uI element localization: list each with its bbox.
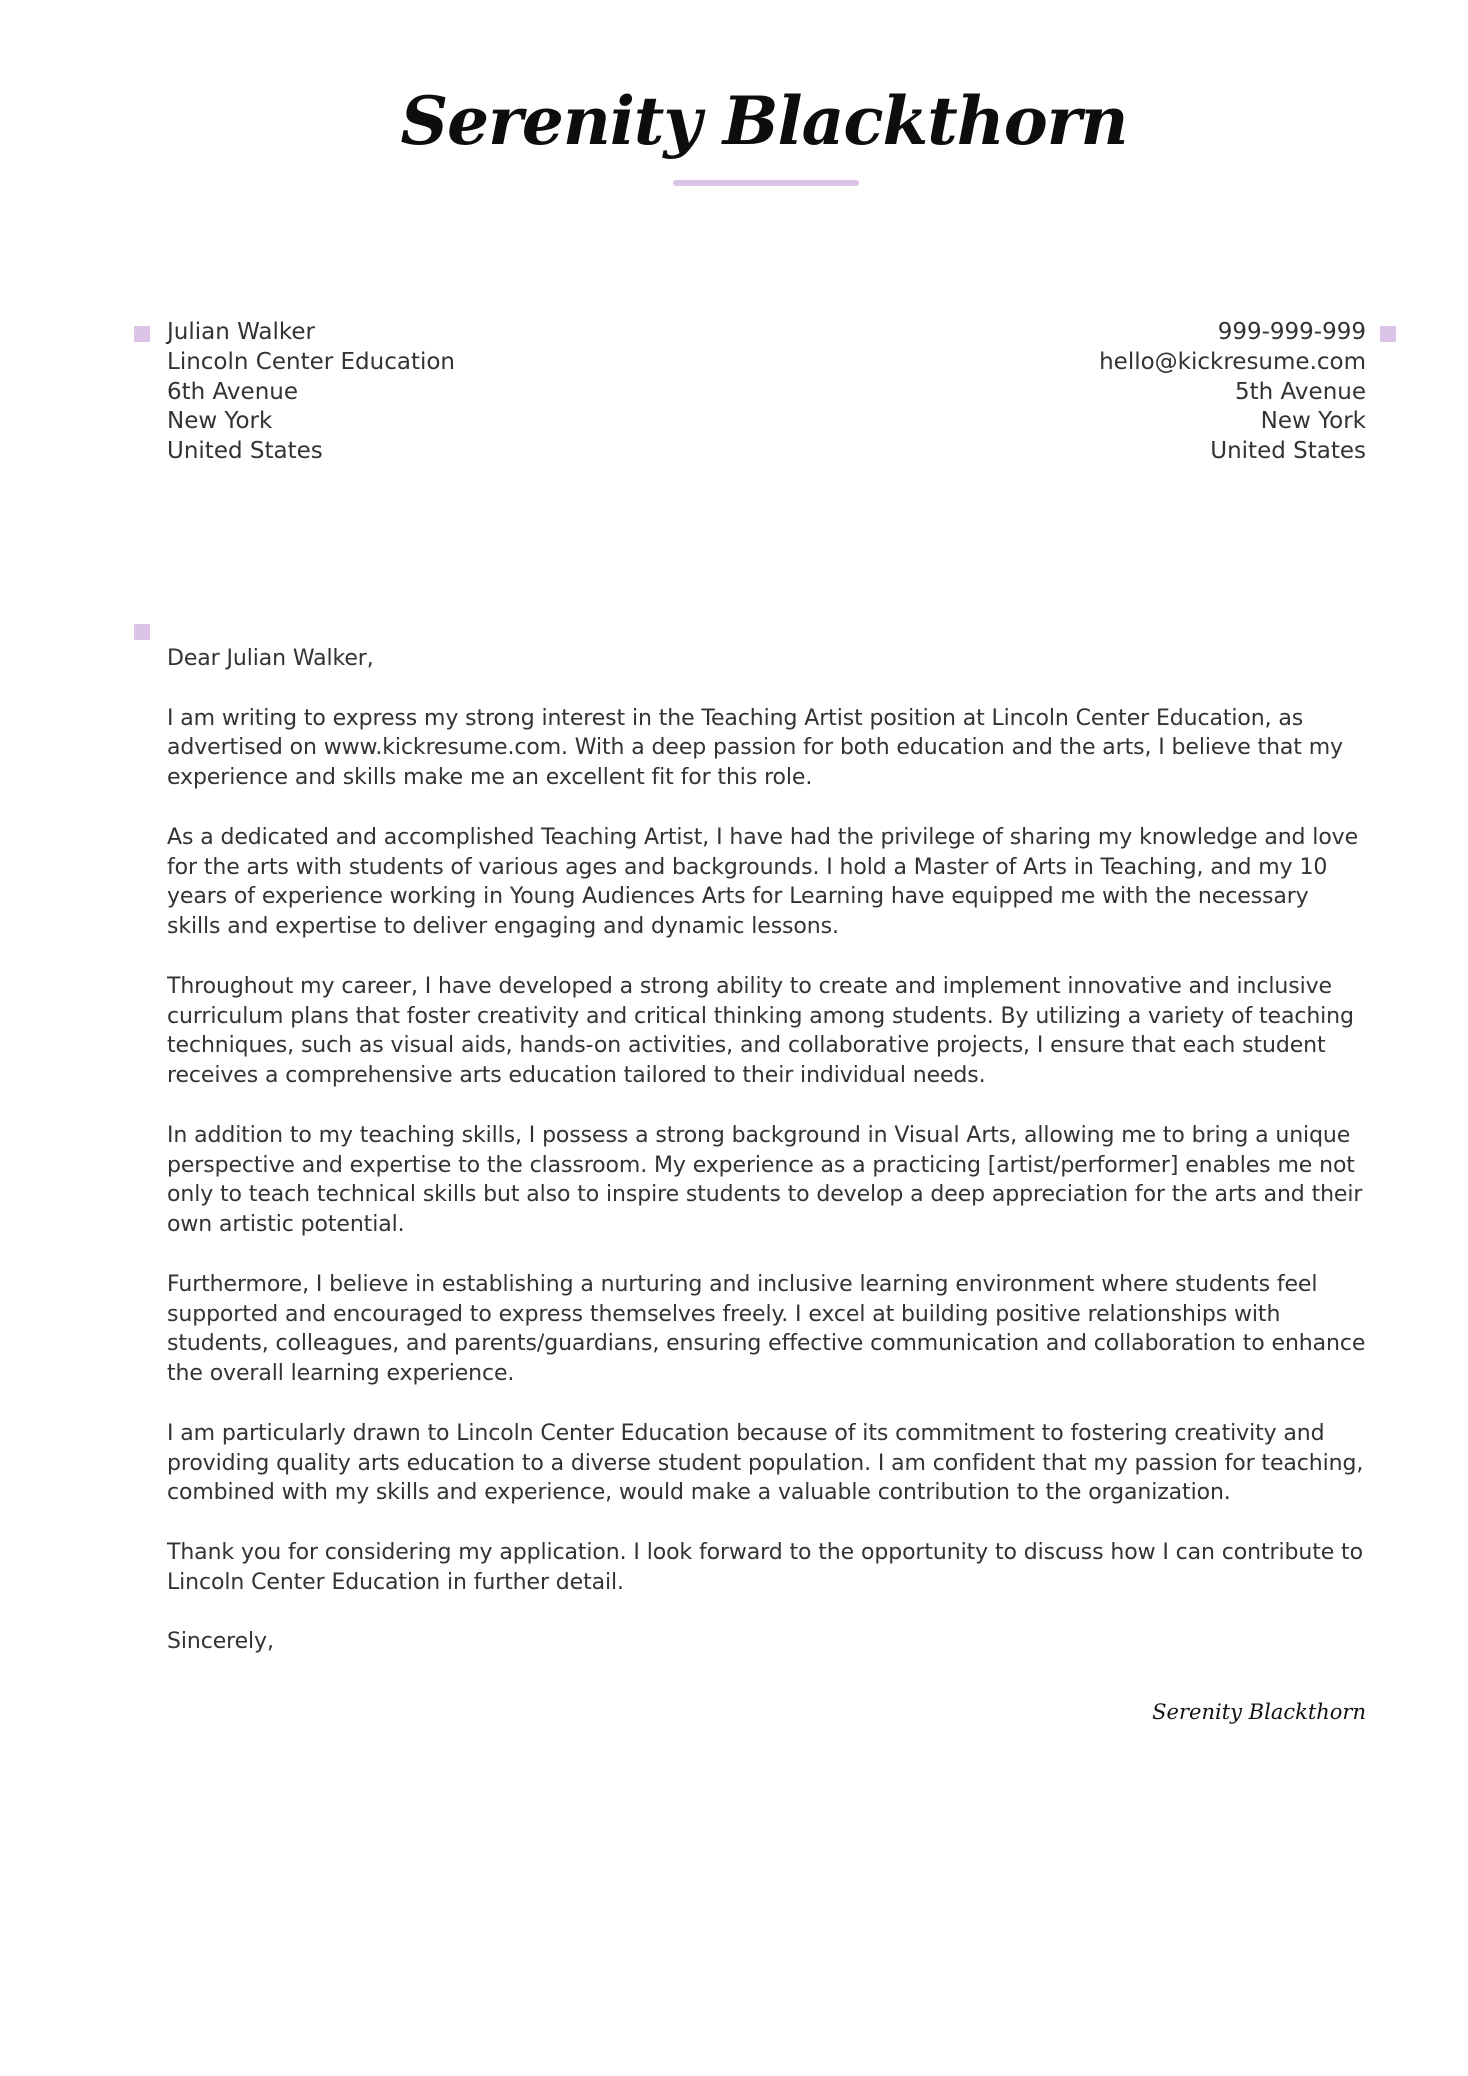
recipient-marker-square [134,326,150,342]
sender-contact-block [1099,318,1366,467]
recipient-country: United States [167,438,323,465]
letter-paragraph: Throughout my career, I have developed a strong ability to create and implement innovative and inclusive curriculum plans that foster creativity and critical thinking among students. By utilizing a variety of teaching techniques, such as visual aids, hands-on activities, and collaborative projects, I ensure that each student receives a comprehensive arts education tailored to their individual needs. [167,973,1354,1089]
signature: Serenity Blackthorn [1152,1700,1366,1724]
letter-paragraph: As a dedicated and accomplished Teaching Artist, I have had the privilege of sharing my knowledge and love for the arts with students of various ages and backgrounds. I hold a Master of Arts in Teaching, and my 10 years of experience working in Young Audiences Arts for Learning have equipped me with the necessary skills and expertise to deliver engaging and dynamic lessons. [167,824,1359,940]
sender-city: New York [1260,408,1366,435]
sender-phone: 999-999-999 [1217,319,1366,345]
recipient-street: 6th Avenue [167,378,298,405]
letter-body [167,644,1367,1687]
closing: Sincerely, [167,1629,274,1655]
recipient-address-block [167,318,455,467]
letter-paragraph: Thank you for considering my application. I look forward to the opportunity to discuss how I can contribute to Lincoln Center Education in further detail. [167,1539,1363,1595]
sender-marker-square [1380,326,1396,342]
recipient-city: New York [167,408,273,435]
sender-email: hello@kickresume.com [1099,348,1366,375]
letter-paragraph: Furthermore, I believe in establishing a nurturing and inclusive learning environment where students feel supported and encouraged to express themselves freely. I excel at building positive relationships with students, colleagues, and parents/guardians, ensuring effective communication and collaboration to enhance the overall learning experience. [167,1271,1366,1387]
recipient-company: Lincoln Center Education [167,348,456,375]
recipient-name: Julian Walker [167,319,315,345]
sender-country: United States [1210,438,1366,465]
letter-marker-square [134,624,150,640]
salutation: Dear Julian Walker, [167,646,374,671]
applicant-name-heading: Serenity Blackthorn [400,82,1128,160]
letter-paragraph: I am writing to express my strong interest in the Teaching Artist position at Lincoln Center Education, as advertised on www.kickresume.com. With a deep passion for both education and the arts, I believe that my experience and skills make me an excellent fit for this role. [167,705,1343,791]
name-underline-accent [673,180,859,186]
sender-street: 5th Avenue [1235,378,1366,405]
letter-paragraph: In addition to my teaching skills, I possess a strong background in Visual Arts, allowing me to bring a unique perspective and expertise to the classroom. My experience as a practicing [artist/performer] enables me not only to teach technical skills but also to inspire students to develop a deep appreciation for the arts and their own artistic potential. [167,1122,1363,1238]
letter-paragraph: I am particularly drawn to Lincoln Center Education because of its commitment to fostering creativity and providing quality arts education to a diverse student population. I am confident that my passion for teaching, combined with my skills and experience, would make a valuable contribution to the organization. [167,1420,1364,1506]
